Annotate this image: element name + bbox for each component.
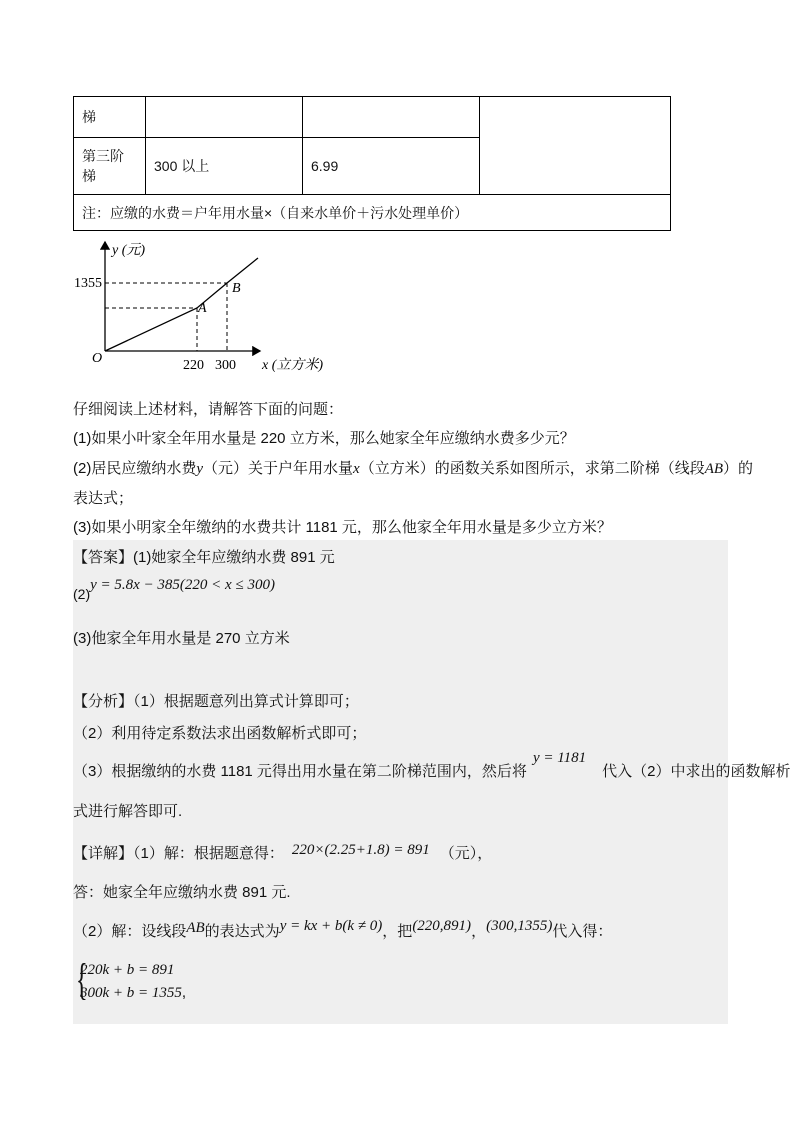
analysis-label: 【分析】 <box>73 693 134 710</box>
detail-formula-1: 220×(2.25+1.8) = 891 <box>291 842 430 858</box>
y-tick-1355: 1355 <box>74 276 102 291</box>
analysis-line-3: （3）根据缴纳的水费 1181 元得出用水量在第二阶梯范围内，然后将y = 1181代入（2）中求出的函数解析 <box>73 750 791 780</box>
question-1: (1)如果小叶家全年用水量是 220 立方米，那么她家全年应缴纳水费多少元？ <box>73 430 575 447</box>
answer-formula: y = 5.8x − 385(220 < x ≤ 300) <box>90 577 275 593</box>
equation-brace: { <box>76 955 88 1004</box>
equation-1: 220k + b = 891 <box>80 962 175 978</box>
price-cell: 6.99 <box>303 138 480 195</box>
analysis-formula: y = 1181 <box>532 750 587 766</box>
detail-line-2: 答：她家全年应缴纳水费 891 元. <box>73 884 291 901</box>
table-note: 注：应缴的水费＝户年用水量×（自来水单价＋污水处理单价） <box>74 195 671 231</box>
merged-cell <box>480 97 671 195</box>
x-tick-220: 220 <box>183 358 204 373</box>
price-cell <box>303 97 480 138</box>
x-tick-300: 300 <box>215 358 236 373</box>
detail-formula-2: y = kx + b(k ≠ 0) <box>279 918 383 934</box>
question-2: (2)居民应缴纳水费y（元）关于户年用水量x（立方米）的函数关系如图所示，求第二阶梯（线段AB）的 <box>73 460 754 477</box>
analysis-line-2: （2）利用待定系数法求出函数解析式即可； <box>73 725 367 742</box>
x-axis-label: x (立方米) <box>262 358 324 373</box>
question-2-line2: 表达式； <box>73 490 134 507</box>
equation-2: 300k + b = 1355 <box>80 985 182 1001</box>
detail-label: 【详解】 <box>73 845 134 862</box>
tier-label-line1: 第三阶 <box>82 148 124 164</box>
detail-line-1: 【详解】（1）解：根据题意得： 220×(2.25+1.8) = 891 （元）， <box>73 842 493 862</box>
answer-line-2: (2)y = 5.8x − 385(220 < x ≤ 300) <box>73 577 275 602</box>
analysis-line-1: 【分析】（1）根据题意列出算式计算即可； <box>73 693 359 710</box>
detail-line-3: （2）解：设线段AB的表达式为y = kx + b(k ≠ 0)，把(220,891)，(300,1355)代入得： <box>73 918 613 940</box>
tier-label-line2: 梯 <box>82 168 96 184</box>
tier-cell: 梯 <box>74 97 146 138</box>
range-cell <box>146 97 303 138</box>
point-b-label: B <box>232 281 241 296</box>
answer-line-3: (3)他家全年用水量是 270 立方米 <box>73 630 290 647</box>
graph-line <box>105 258 258 351</box>
tier-cell <box>74 138 146 195</box>
range-cell: 300 以上 <box>146 138 303 195</box>
price-table <box>73 96 671 231</box>
intro-text: 仔细阅读上述材料，请解答下面的问题： <box>73 401 344 418</box>
function-graph <box>70 236 360 376</box>
analysis-line-4: 式进行解答即可. <box>73 803 183 820</box>
origin-label: O <box>92 351 103 366</box>
answer-line-1: 【答案】(1)她家全年应缴纳水费 891 元 <box>73 549 335 566</box>
question-3: (3)如果小明家全年缴纳的水费共计 1181 元，那么他家全年用水量是多少立方米？ <box>73 519 612 536</box>
equation-2-line: 300k + b = 1355, <box>80 984 187 1001</box>
point-a-label: A <box>198 301 207 316</box>
answer-label: 【答案】 <box>73 549 134 566</box>
y-axis-label: y (元) <box>112 243 146 258</box>
answer-shade <box>73 540 728 1024</box>
